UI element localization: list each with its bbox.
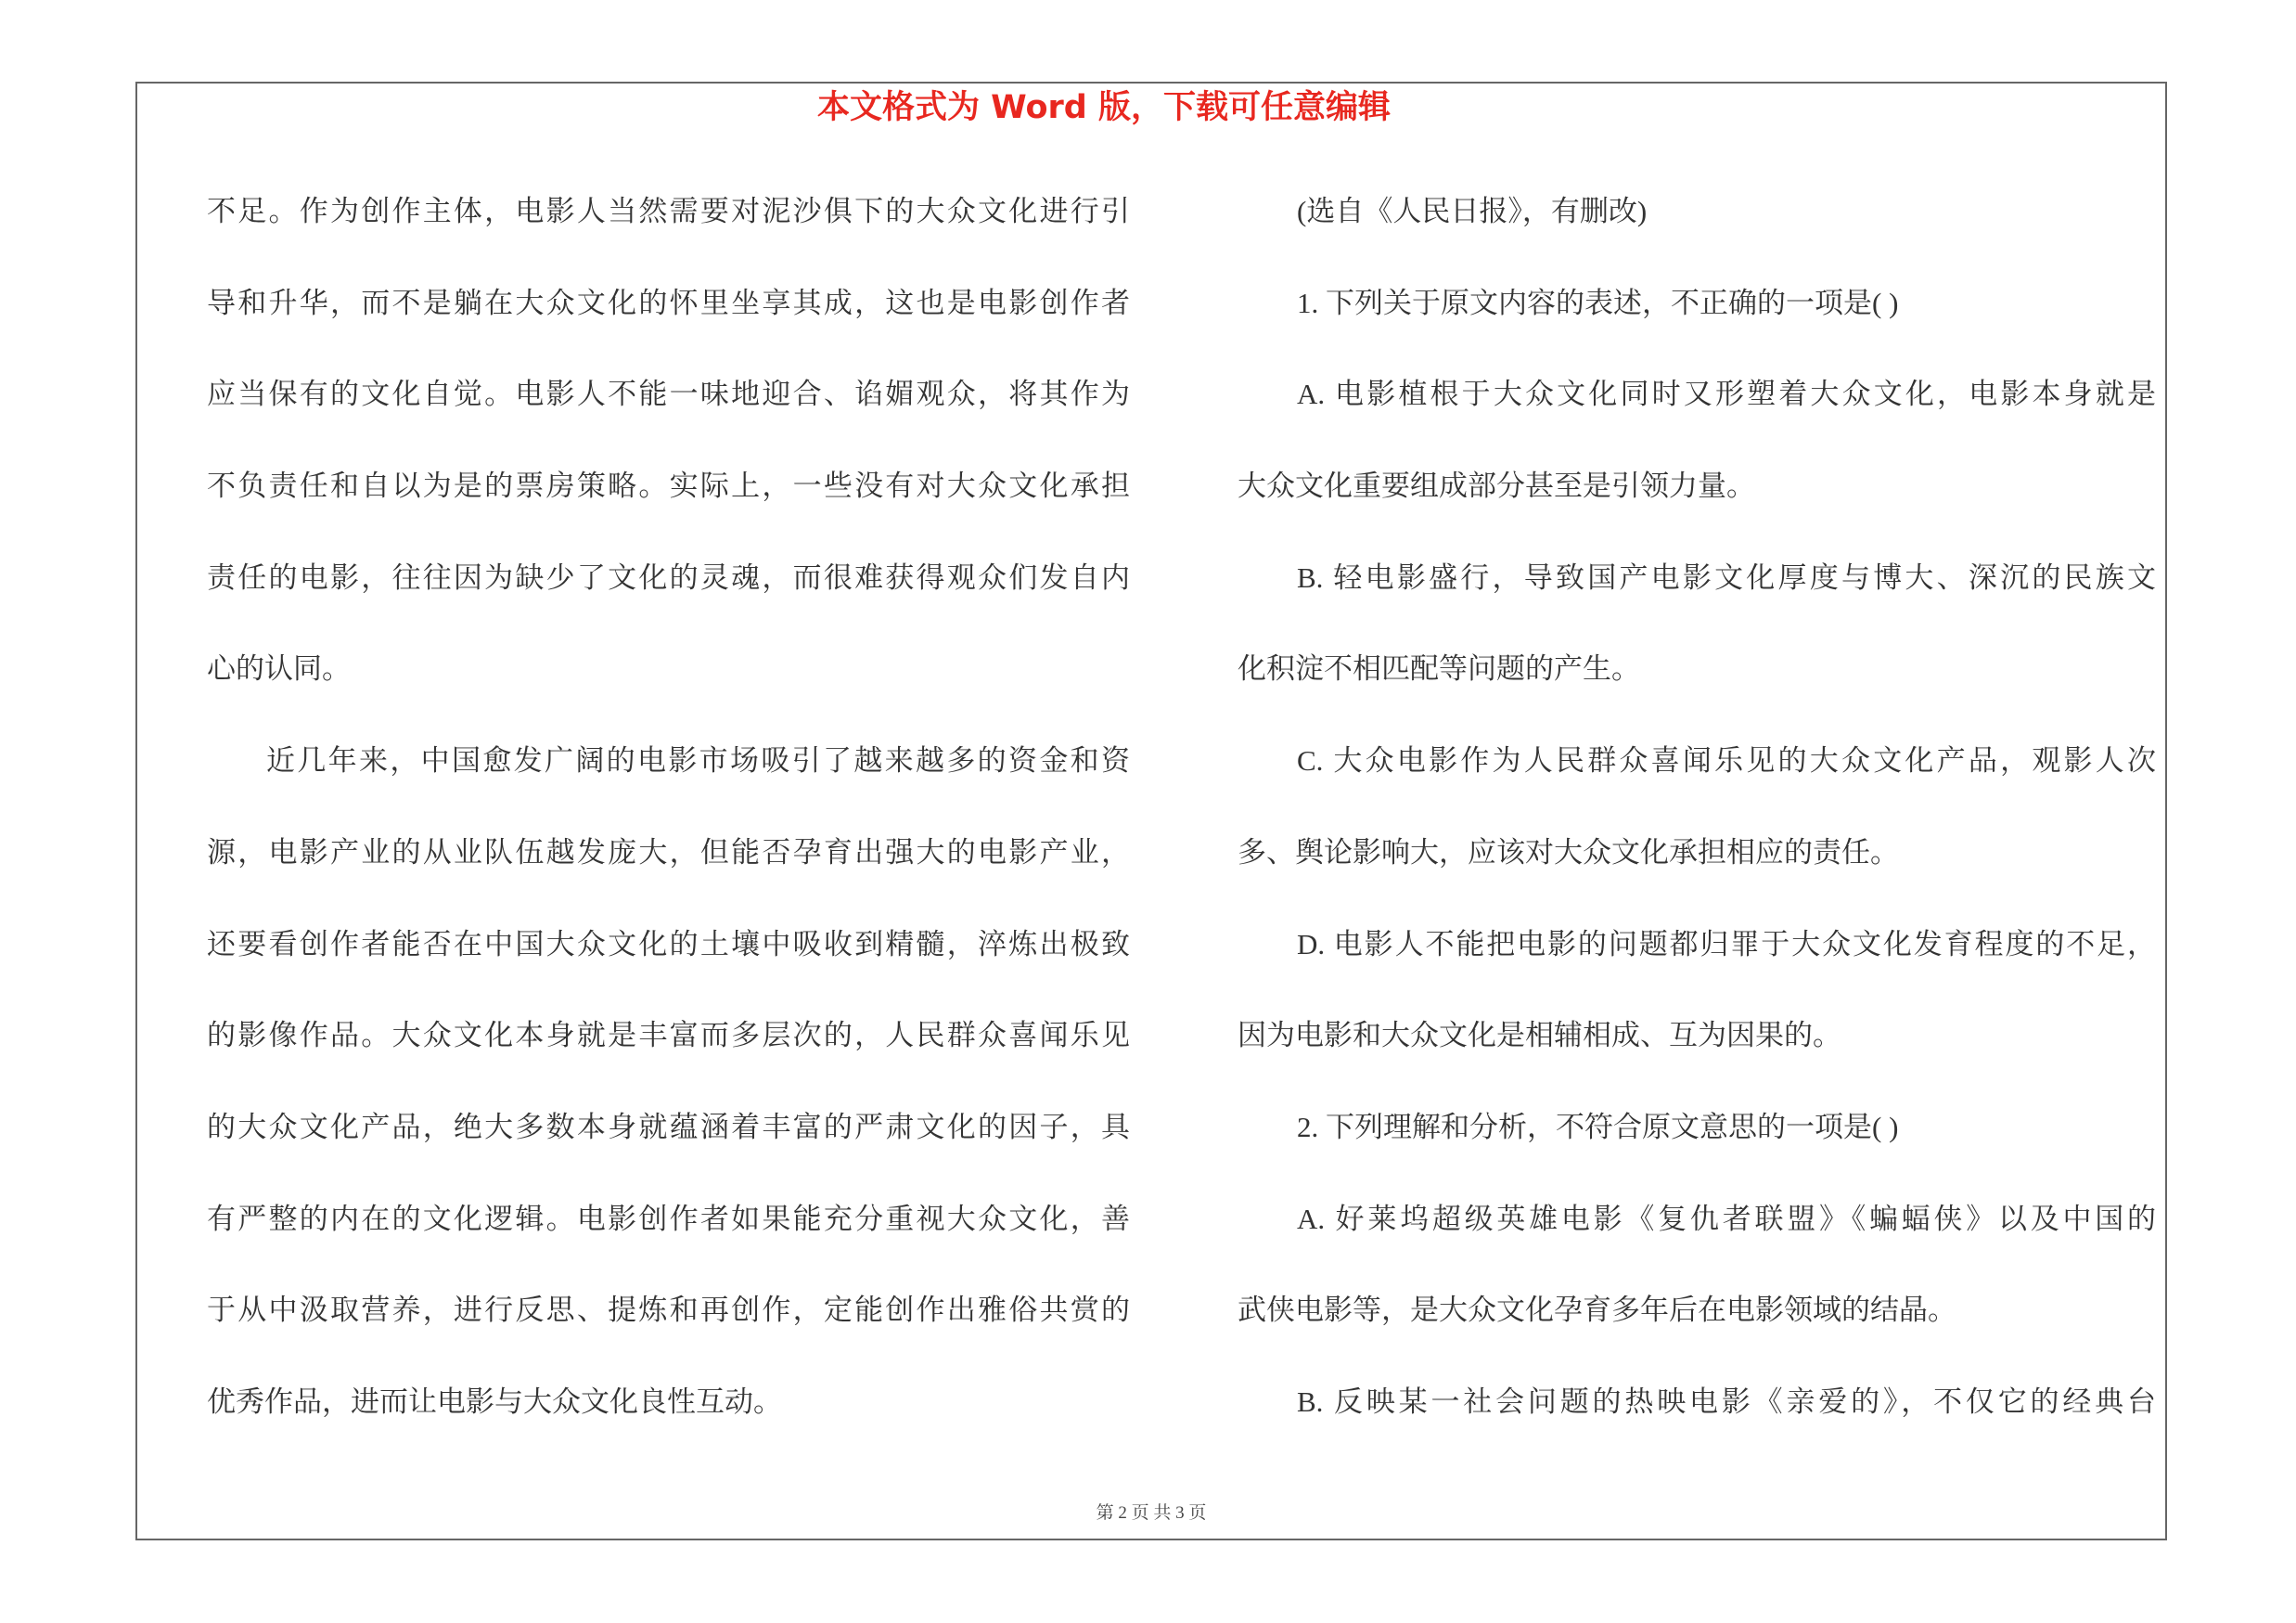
text-line: 责任的电影，往往因为缺少了文化的灵魂，而很难获得观众们发自内 xyxy=(207,560,1130,594)
page-number: 第 2 页 共 3 页 xyxy=(1096,1503,1207,1523)
format-notice: 本文格式为 Word 版，下载可任意编辑 xyxy=(816,89,1392,126)
text-line: 应当保有的文化自觉。电影人不能一味地迎合、谄媚观众，将其作为 xyxy=(207,378,1130,411)
text-line: A. 电影植根于大众文化同时又形塑着大众文化，电影本身就是 xyxy=(1297,378,2156,411)
option-a xyxy=(1238,1174,2156,1357)
option-b xyxy=(1238,1357,2156,1449)
text-line: 心的认同。 xyxy=(207,652,351,686)
paragraph-continued xyxy=(207,166,1130,715)
text-line: B. 反映某一社会问题的热映电影《亲爱的》，不仅它的经典台 xyxy=(1297,1385,2156,1418)
text-line: D. 电影人不能把电影的问题都归罪于大众文化发育程度的不足， xyxy=(1297,927,2156,960)
text-line: 有严整的内在的文化逻辑。电影创作者如果能充分重视大众文化，善 xyxy=(207,1202,1130,1235)
text-line: 不负责任和自以为是的票房策略。实际上，一些没有对大众文化承担 xyxy=(207,470,1130,503)
text-line: 武侠电影等，是大众文化孕育多年后在电影领域的结晶。 xyxy=(1238,1294,1956,1327)
question-stem: 1. 下列关于原文内容的表述，不正确的一项是( ) xyxy=(1297,286,1899,319)
left-column xyxy=(207,166,1130,1449)
question-stem: 2. 下列理解和分析，不符合原文意思的一项是( ) xyxy=(1297,1110,1899,1143)
text-line: 大众文化重要组成部分甚至是引领力量。 xyxy=(1238,470,1755,503)
text-line: 多、舆论影响大，应该对大众文化承担相应的责任。 xyxy=(1238,835,1899,869)
paragraph xyxy=(207,715,1130,1449)
text-line: 因为电影和大众文化是相辅相成、互为因果的。 xyxy=(1238,1019,1841,1052)
text-line: 导和升华，而不是躺在大众文化的怀里坐享其成，这也是电影创作者 xyxy=(207,286,1130,319)
text-line: 优秀作品，进而让电影与大众文化良性互动。 xyxy=(207,1385,782,1418)
question-2 xyxy=(1238,1082,2156,1449)
text-line: 于从中汲取营养，进行反思、提炼和再创作，定能创作出雅俗共赏的 xyxy=(207,1294,1130,1327)
option-c xyxy=(1238,715,2156,898)
text-line: 不足。作为创作主体，电影人当然需要对泥沙俱下的大众文化进行引 xyxy=(207,195,1130,227)
text-line: B. 轻电影盛行，导致国产电影文化厚度与博大、深沉的民族文 xyxy=(1297,560,2156,594)
text-line: 近几年来，中国愈发广阔的电影市场吸引了越来越多的资金和资 xyxy=(266,744,1130,778)
text-line: 还要看创作者能否在中国大众文化的土壤中吸收到精髓，淬炼出极致 xyxy=(207,927,1130,960)
right-column xyxy=(1238,166,2156,1449)
question-1 xyxy=(1238,258,2156,1082)
text-line: C. 大众电影作为人民群众喜闻乐见的大众文化产品，观影人次 xyxy=(1297,744,2156,778)
text-line: 的大众文化产品，绝大多数本身就蕴涵着丰富的严肃文化的因子，具 xyxy=(207,1110,1130,1143)
option-d xyxy=(1238,899,2156,1082)
option-b xyxy=(1238,533,2156,715)
text-line: 化积淀不相匹配等问题的产生。 xyxy=(1238,652,1640,686)
text-line: 源，电影产业的从业队伍越发庞大，但能否孕育出强大的电影产业， xyxy=(207,835,1130,869)
text-line: A. 好莱坞超级英雄电影《复仇者联盟》《蝙蝠侠》以及中国的 xyxy=(1297,1202,2156,1235)
text-line: 的影像作品。大众文化本身就是丰富而多层次的，人民群众喜闻乐见 xyxy=(207,1019,1130,1052)
option-a xyxy=(1238,349,2156,532)
source-citation: (选自《人民日报》，有删改) xyxy=(1297,195,1648,227)
